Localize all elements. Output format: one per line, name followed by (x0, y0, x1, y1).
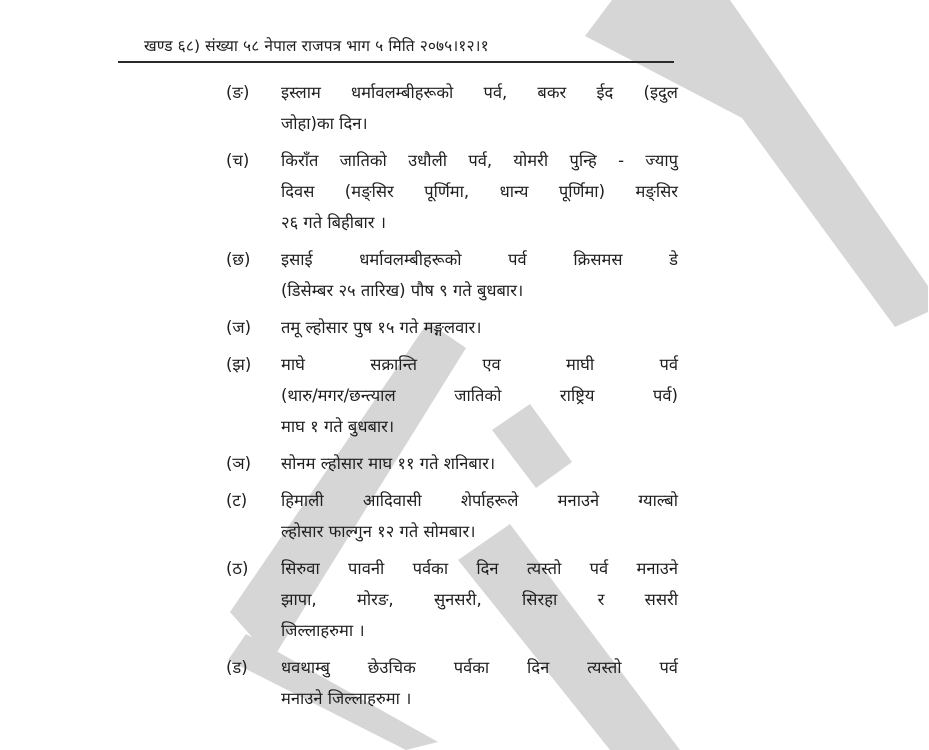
item-line: जिल्लाहरुमा । (281, 621, 365, 640)
item-line: २६ गते बिहीबार । (281, 213, 387, 232)
item-marker: (ड) (226, 658, 248, 677)
item-marker: (च) (226, 151, 250, 170)
header-divider (118, 61, 674, 63)
list-item (222, 77, 678, 139)
list-item (222, 349, 678, 442)
list-item (222, 553, 678, 646)
item-line: (थारु/मगर/छन्त्याल जातिको राष्ट्रिय पर्व) (281, 386, 678, 405)
item-line: माघे सक्रान्ति एव माघी पर्व (281, 355, 678, 374)
item-marker: (ट) (226, 491, 248, 510)
item-line: (डिसेम्बर २५ तारिख) पौष ९ गते बुधबार। (281, 281, 524, 300)
item-marker: (ञ) (226, 454, 252, 473)
list-item (222, 485, 678, 547)
item-line: दिवस (मङ्सिर पूर्णिमा, धान्य पूर्णिमा) मङ्सिर (281, 182, 678, 201)
item-line: धवथाम्बु छेउचिक पर्वका दिन त्यस्तो पर्व (281, 658, 678, 677)
holiday-list (222, 77, 678, 720)
item-marker: (ठ) (226, 559, 249, 578)
item-line: सोनम ल्होसार माघ ११ गते शनिबार। (281, 454, 496, 473)
item-line: माघ १ गते बुधबार। (281, 417, 395, 436)
item-marker: (ङ) (226, 83, 250, 102)
list-item (222, 312, 678, 343)
item-line: इसाई धर्मावलम्बीहरूको पर्व क्रिसमस डे (281, 250, 678, 269)
item-line: इस्लाम धर्मावलम्बीहरूको पर्व, बकर ईद (इदुल (281, 83, 678, 102)
item-line: किराँत जातिको उधौली पर्व, योमरी पुन्हि - ज्यापु (281, 151, 678, 170)
list-item (222, 244, 678, 306)
item-marker: (छ) (226, 250, 251, 269)
item-line: सिरुवा पावनी पर्वका दिन त्यस्तो पर्व मनाउने (281, 559, 678, 578)
item-marker: (झ) (226, 355, 252, 374)
list-item (222, 145, 678, 238)
item-line: झापा, मोरङ, सुनसरी, सिरहा र ससरी (281, 590, 678, 609)
item-line: तमू ल्होसार पुष १५ गते मङ्गलवार। (281, 318, 482, 337)
header-text: खण्ड ६८) संख्या ५८ नेपाल राजपत्र भाग ५ मिति २०७५।१२।१ (144, 37, 489, 55)
list-item (222, 448, 678, 479)
item-line: जोहा)का दिन। (281, 114, 368, 133)
item-line: मनाउने जिल्लाहरुमा । (281, 689, 412, 708)
item-line: ल्होसार फाल्गुन १२ गते सोमबार। (281, 522, 476, 541)
item-line: हिमाली आदिवासी शेर्पाहरूले मनाउने ग्याल्बो (281, 491, 678, 510)
item-marker: (ज) (226, 318, 252, 337)
list-item (222, 652, 678, 714)
